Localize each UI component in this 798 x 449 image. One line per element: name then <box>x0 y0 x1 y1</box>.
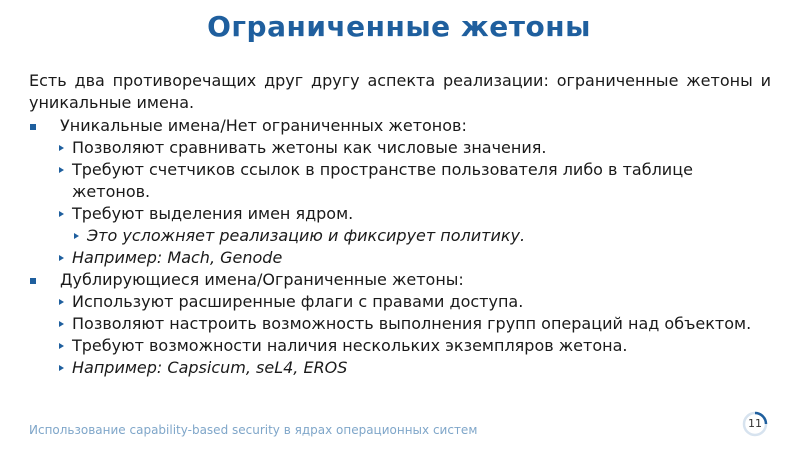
slide-footer: Использование capability-based security в ядрах операционных систем <box>29 423 478 437</box>
bullet-label: Дублирующиеся имена/Ограниченные жетоны: <box>60 270 464 289</box>
slide-content <box>29 70 771 379</box>
sub-bullet-text: Позволяют настроить возможность выполнения групп операций над объектом. <box>72 314 752 333</box>
sub-bullet <box>29 137 771 159</box>
triangle-bullet-icon <box>59 211 64 217</box>
sub-bullet-text: Используют расширенные флаги с правами доступа. <box>72 292 524 311</box>
triangle-bullet-icon <box>59 167 64 173</box>
example-text: Например: Capsicum, seL4, EROS <box>72 358 348 377</box>
sub-bullet <box>29 291 771 313</box>
triangle-bullet-icon <box>59 255 64 261</box>
square-bullet-icon <box>30 124 36 130</box>
sub-bullet-example <box>29 247 771 269</box>
sub-sub-bullet <box>29 225 771 247</box>
intro-paragraph: Есть два противоречащих друг другу аспекта реализации: ограниченные жетоны и уникальные имена. <box>29 71 771 112</box>
slide-title: Ограниченные жетоны <box>207 10 591 43</box>
sub-bullet <box>29 159 771 203</box>
sub-bullet <box>29 203 771 225</box>
triangle-bullet-icon <box>59 299 64 305</box>
triangle-bullet-icon <box>59 145 64 151</box>
page-number-badge <box>742 411 768 437</box>
bullet-label: Уникальные имена/Нет ограниченных жетонов: <box>60 116 467 135</box>
sub-bullet-text: Позволяют сравнивать жетоны как числовые значения. <box>72 138 547 157</box>
triangle-bullet-icon <box>59 321 64 327</box>
sub-bullet <box>29 313 771 335</box>
bullet-unique-names <box>29 115 771 137</box>
bullet-duplicate-names <box>29 269 771 291</box>
sub-bullet-text: Требуют возможности наличия нескольких экземпляров жетона. <box>72 336 628 355</box>
triangle-bullet-icon <box>59 365 64 371</box>
page-number: 11 <box>748 417 762 430</box>
sub-sub-bullet-text: Это усложняет реализацию и фиксирует политику. <box>87 226 526 245</box>
example-text: Например: Mach, Genode <box>72 248 283 267</box>
triangle-bullet-icon <box>59 343 64 349</box>
square-bullet-icon <box>30 278 36 284</box>
triangle-bullet-icon <box>74 233 79 239</box>
sub-bullet <box>29 335 771 357</box>
sub-bullet-text: Требуют выделения имен ядром. <box>72 204 354 223</box>
sub-bullet-example <box>29 357 771 379</box>
sub-bullet-text: Требуют счетчиков ссылок в пространстве пользователя либо в таблице жетонов. <box>72 160 693 201</box>
